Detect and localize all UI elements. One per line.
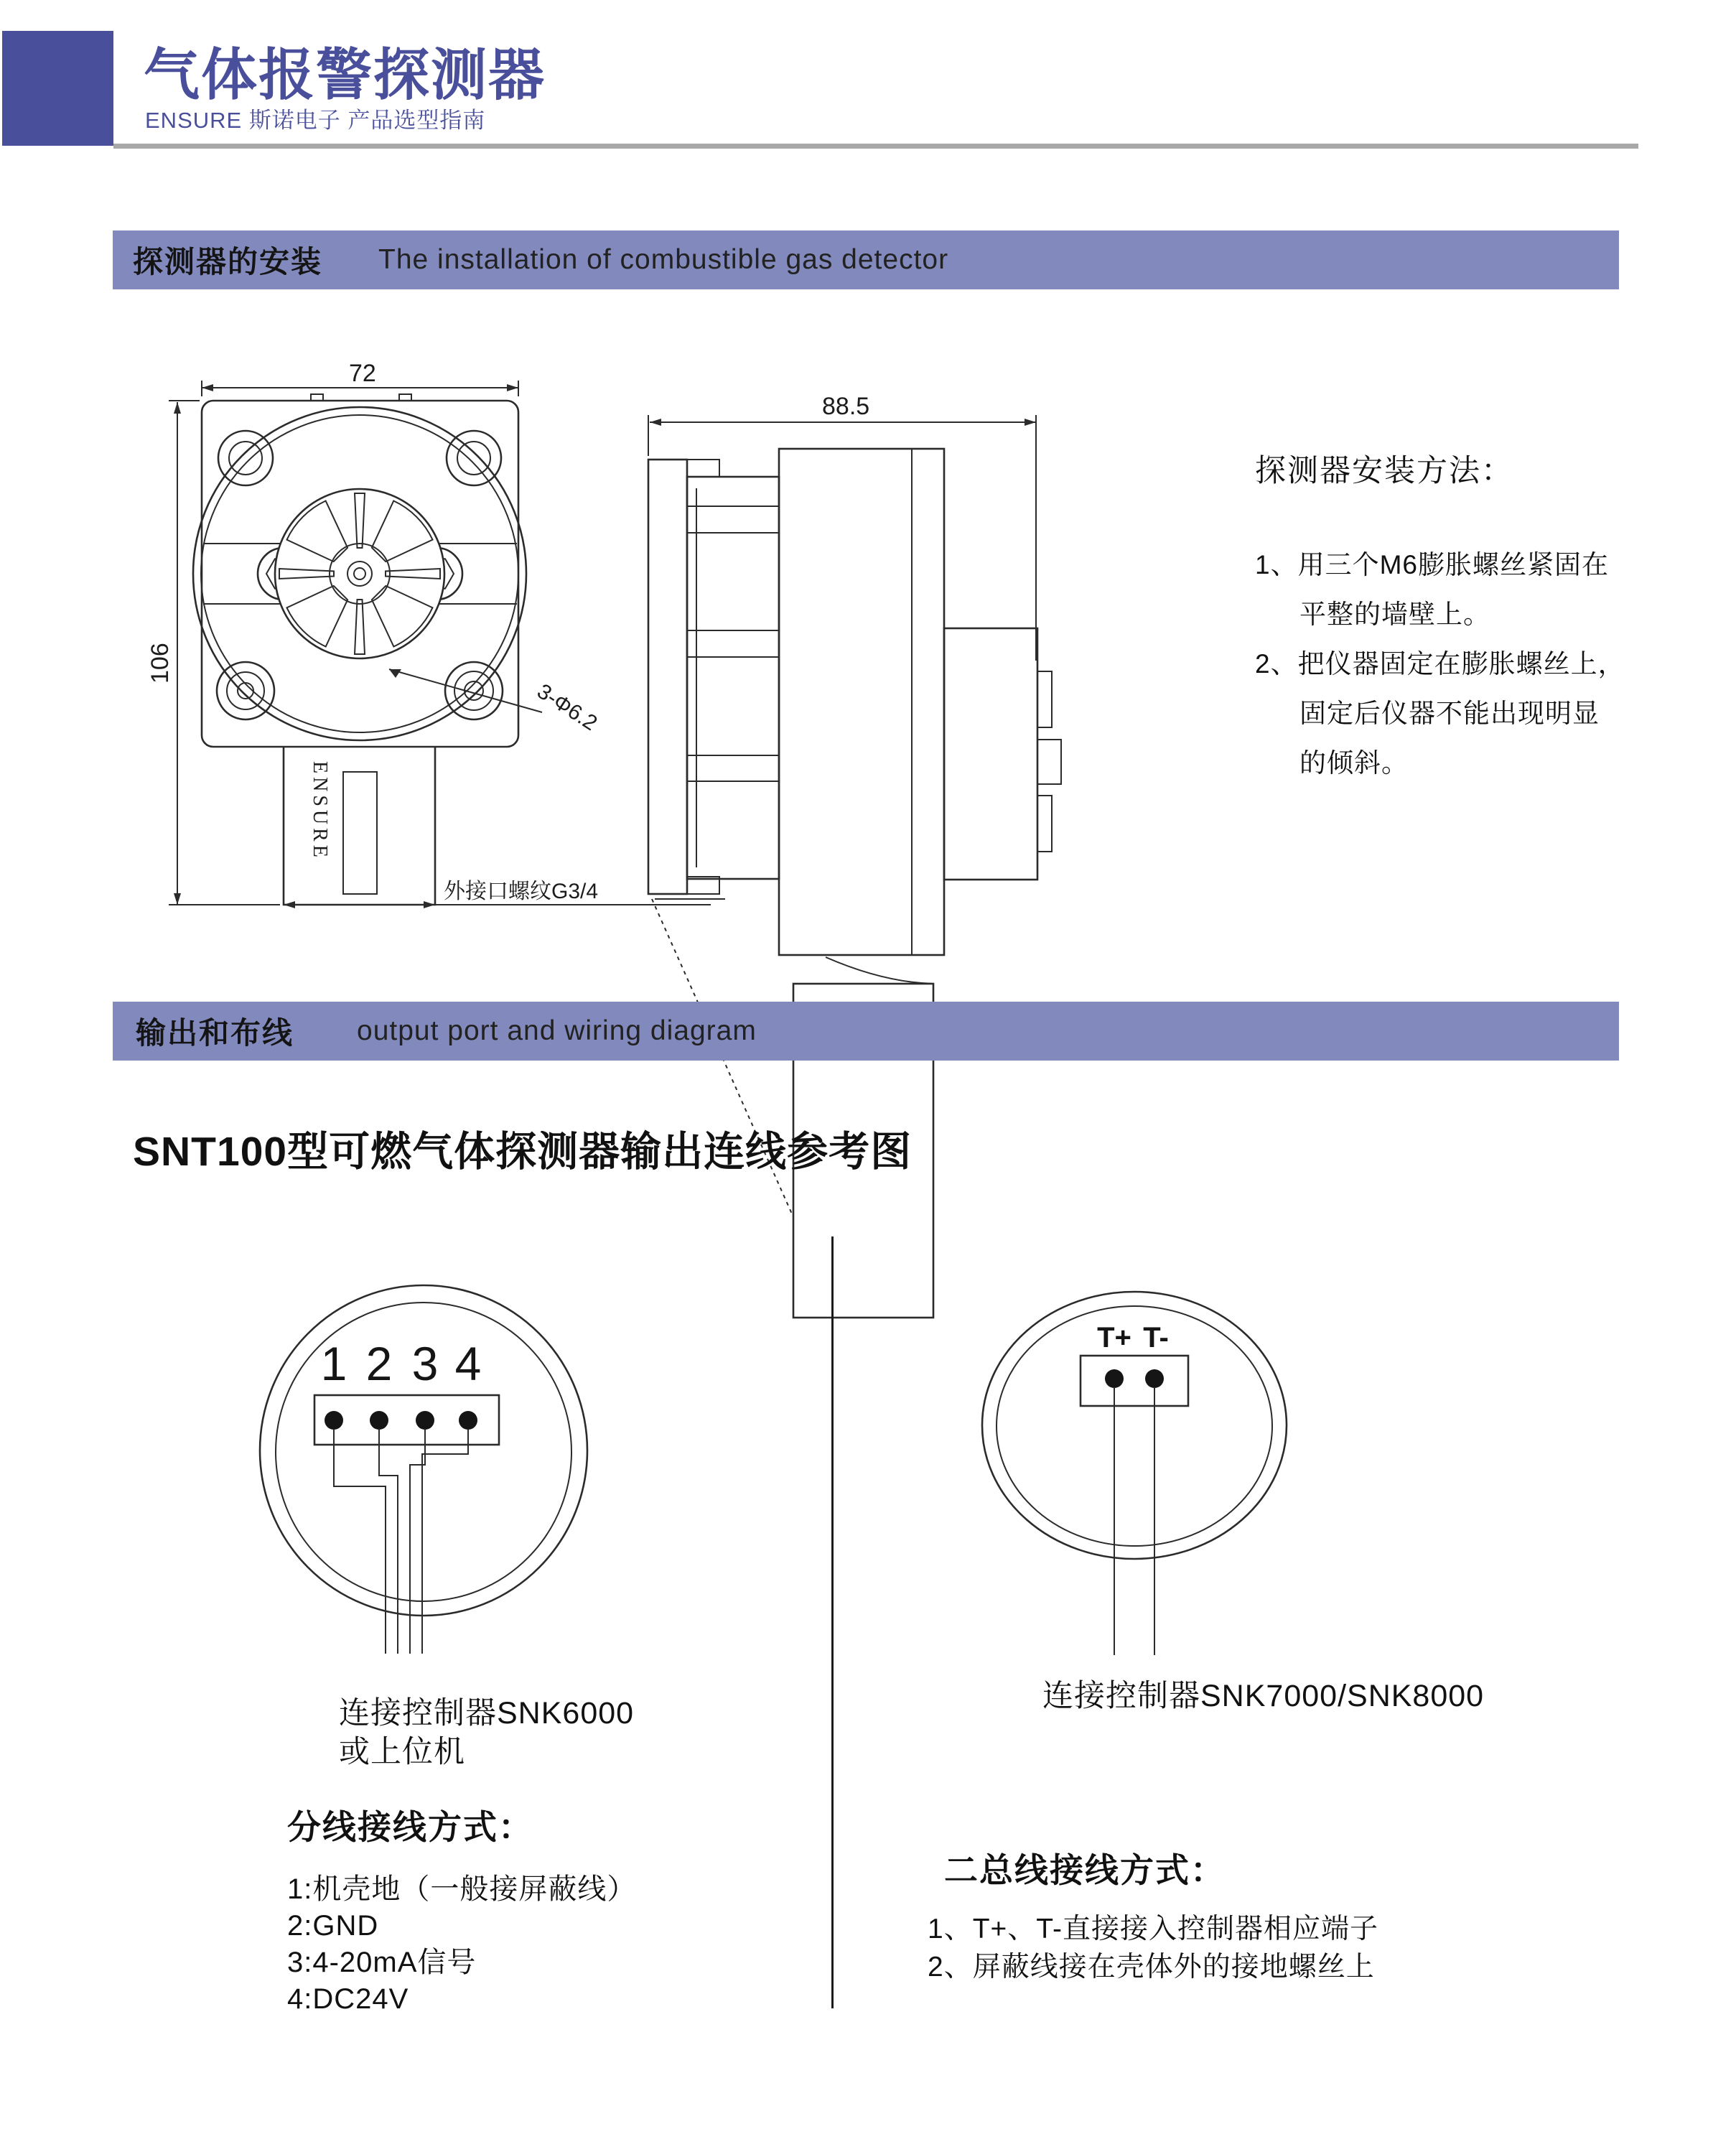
install-step-line: 2、把仪器固定在膨胀螺丝上， [1255,649,1625,679]
front-holes-label: 3-Φ6.2 [533,679,602,736]
right-diagram-caption: 连接控制器SNK7000/SNK8000 [1042,1679,1485,1713]
page-title: 气体报警探测器 [144,43,546,106]
split-wiring-item: 1:机壳地（一般接屏蔽线） [287,1873,637,1905]
terminal-block-2 [1081,1356,1188,1406]
side-junction-box [652,899,933,1318]
split-wiring-mode-title: 分线接线方式： [287,1808,533,1846]
split-wiring-item: 2:GND [287,1910,379,1942]
front-dim-width-label: 72 [349,360,376,387]
front-thread-stem [284,747,435,905]
section-divider [831,1236,834,2008]
banner-wiring-en: output port and wiring diagram [357,1015,757,1046]
left-diagram-caption-line1: 连接控制器SNK6000 [339,1696,635,1730]
section-banner-installation [113,230,1619,289]
terminal-labels-t [1097,1322,1169,1354]
install-step-line: 固定后仪器不能出现明显 [1299,699,1600,728]
terminal-label-3: 3 [411,1337,439,1390]
detector-back-shell [260,1285,587,1616]
install-method-title: 探测器安装方法： [1255,454,1513,488]
split-wiring-item: 4:DC24V [287,1983,409,2015]
install-step-line: 的倾斜。 [1299,748,1409,778]
wiring-diagram-title: SNT100型可燃气体探测器输出连线参考图 [133,1129,913,1175]
terminal-numbers [321,1337,482,1390]
side-cable-connector [944,628,1061,880]
front-holes-leader [389,669,602,735]
install-step-line: 1、用三个M6膨胀螺丝紧固在 [1255,550,1609,579]
wires-4 [334,1430,468,1654]
install-method-steps [1255,540,1625,788]
terminal-label-t-minus: T- [1143,1322,1169,1354]
front-dim-width [202,360,518,396]
terminal-label-t-plus: T+ [1097,1322,1131,1354]
bus-wiring-item: 1、T+、T-直接接入控制器相应端子 [928,1914,1378,1944]
wiring-diagram-2bus [962,1271,1335,1673]
banner-installation-en: The installation of combustible gas detector [378,244,949,275]
side-view-drawing [646,352,1120,1336]
bus-wiring-mode-title: 二总线接线方式： [944,1851,1226,1889]
bus-wiring-item: 2、屏蔽线接在壳体外的接地螺丝上 [928,1952,1375,1983]
left-diagram-caption-line2: 或上位机 [339,1735,465,1769]
front-thread-label: 外接口螺纹G3/4 [444,880,599,903]
terminal-label-4: 4 [454,1337,482,1390]
terminal-label-2: 2 [365,1337,393,1390]
brand-color-block [2,31,113,146]
split-wiring-items [287,1871,636,2018]
side-main-body [779,449,944,955]
bus-wiring-items [928,1910,1378,1986]
side-mounting-plate [648,460,719,894]
page-subtitle: ENSURE 斯诺电子 产品选型指南 [145,108,486,133]
wiring-diagram-4wire [244,1271,617,1673]
split-wiring-item: 3:4-20mA信号 [287,1947,477,1978]
brand-engraving: ENSURE [309,761,331,861]
terminal-block-4 [314,1395,499,1445]
terminal-label-1: 1 [320,1337,347,1390]
banner-wiring-zh: 输出和布线 [136,1016,294,1050]
detector-back-shell [982,1292,1287,1559]
front-dim-height-label: 106 [146,643,174,684]
header-divider-rule [113,144,1638,149]
wires-2 [1114,1388,1154,1655]
section-banner-wiring [113,1002,1619,1061]
side-dim-depth-label: 88.5 [822,393,870,420]
side-ribbed-head [687,477,779,879]
banner-installation-zh: 探测器的安装 [133,245,323,279]
install-step-line: 平整的墙壁上。 [1299,600,1490,629]
front-sensor-fan [275,489,444,658]
side-dim-depth [648,393,1036,661]
